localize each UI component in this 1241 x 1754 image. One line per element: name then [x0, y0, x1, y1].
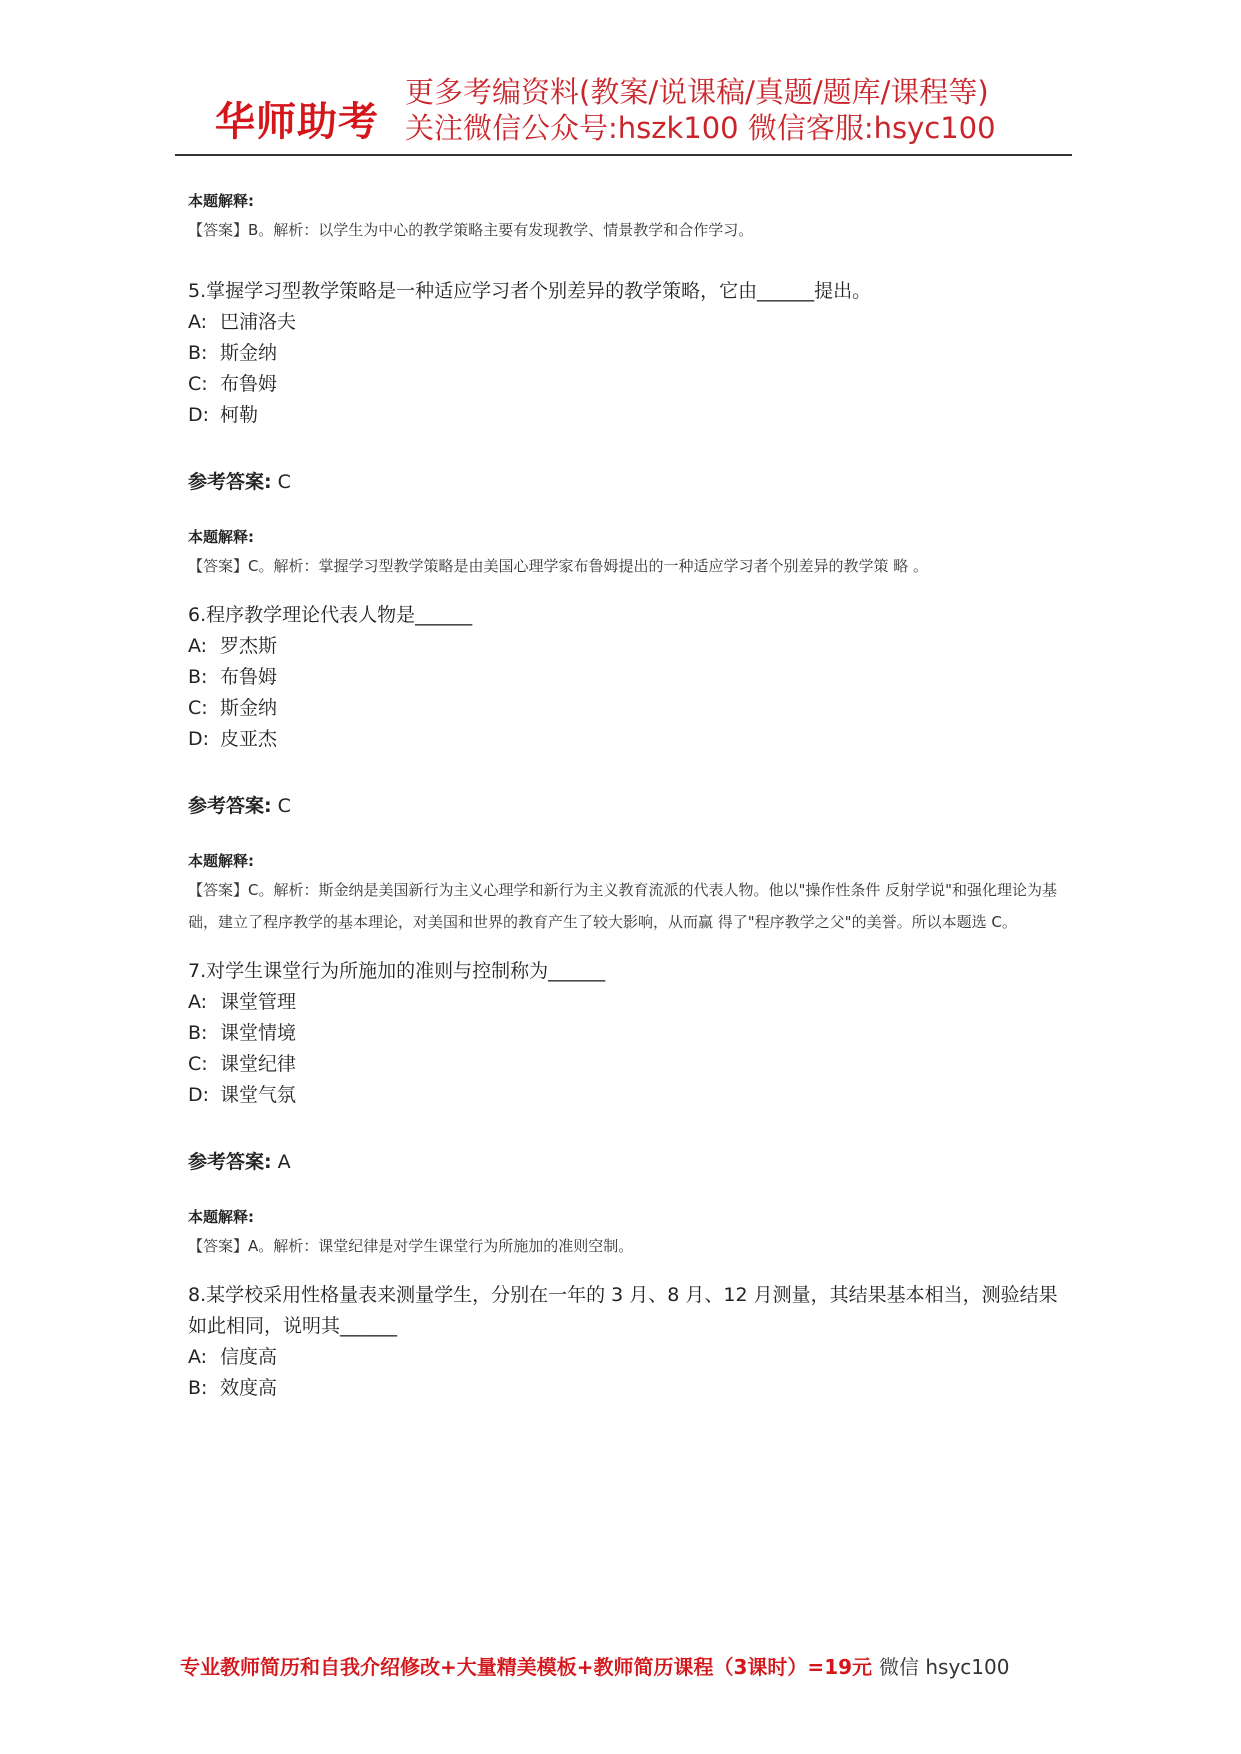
question-stem: 5.掌握学习型教学策略是一种适应学习者个别差异的教学策略，它由______提出。: [188, 280, 872, 302]
option-c: C: 斯金纳: [188, 697, 278, 719]
option-a: A: 巴浦洛夫: [188, 311, 297, 333]
explanation-title: 本题解释:: [188, 852, 254, 870]
reference-answer: 参考答案: C: [188, 795, 291, 817]
brand-slogan: [405, 74, 996, 146]
brand-slogan-line2: 关注微信公众号:hszk100 微信客服:hsyc100: [405, 111, 996, 145]
explanation-body: 【答案】C。解析：斯金纳是美国新行为主义心理学和新行为主义教育流派的代表人物。他以"操作性条件 反射学说"和强化理论为基础，建立了程序教学的基本理论，对美国和世界的教育产生了较大影响，从而赢 得了"程序教学之父"的美誉。所以本题选 C。: [188, 881, 1058, 931]
footer-promo-text: 专业教师简历和自我介绍修改+大量精美模板+教师简历课程（3课时）=19元: [180, 1655, 873, 1679]
option-d: D: 皮亚杰: [188, 728, 278, 750]
explanation-title: 本题解释:: [188, 192, 254, 210]
explanation-title: 本题解释:: [188, 1208, 254, 1226]
option-a: A: 罗杰斯: [188, 635, 278, 657]
reference-answer: 参考答案: C: [188, 471, 291, 493]
brand-logo: 华师助考: [215, 99, 379, 145]
option-b: B: 布鲁姆: [188, 666, 278, 688]
option-d: D: 课堂气氛: [188, 1084, 297, 1106]
explanation-title: 本题解释:: [188, 528, 254, 546]
option-a: A: 课堂管理: [188, 991, 297, 1013]
question-stem: 8.某学校采用性格量表来测量学生，分别在一年的 3 月、8 月、12 月测量，其结果基本相当，测验结果如此相同，说明其______: [188, 1284, 1058, 1337]
explanation-body: 【答案】A。解析：课堂纪律是对学生课堂行为所施加的准则空制。: [188, 1237, 634, 1255]
header-divider: [175, 154, 1072, 156]
option-c: C: 布鲁姆: [188, 373, 278, 395]
header-banner: [175, 72, 1075, 150]
question-stem: 7.对学生课堂行为所施加的准则与控制称为______: [188, 960, 606, 982]
option-b: B: 课堂情境: [188, 1022, 297, 1044]
document-body: [188, 188, 1068, 1404]
option-d: D: 柯勒: [188, 404, 259, 426]
question-stem: 6.程序教学理论代表人物是______: [188, 604, 473, 626]
footer-contact: 微信 hsyc100: [879, 1655, 1010, 1679]
option-c: C: 课堂纪律: [188, 1053, 297, 1075]
brand-slogan-line1: 更多考编资料(教案/说课稿/真题/题库/课程等): [405, 75, 989, 109]
option-b: B: 斯金纳: [188, 342, 278, 364]
explanation-body: 【答案】C。解析：掌握学习型教学策略是由美国心理学家布鲁姆提出的一种适应学习者个别差异的教学策 略 。: [188, 557, 929, 575]
option-b: B: 效度高: [188, 1377, 278, 1399]
footer-promo: [180, 1651, 1080, 1680]
explanation-body: 【答案】B。解析：以学生为中心的教学策略主要有发现教学、情景教学和合作学习。: [188, 221, 754, 239]
option-a: A: 信度高: [188, 1346, 278, 1368]
reference-answer: 参考答案: A: [188, 1151, 291, 1173]
